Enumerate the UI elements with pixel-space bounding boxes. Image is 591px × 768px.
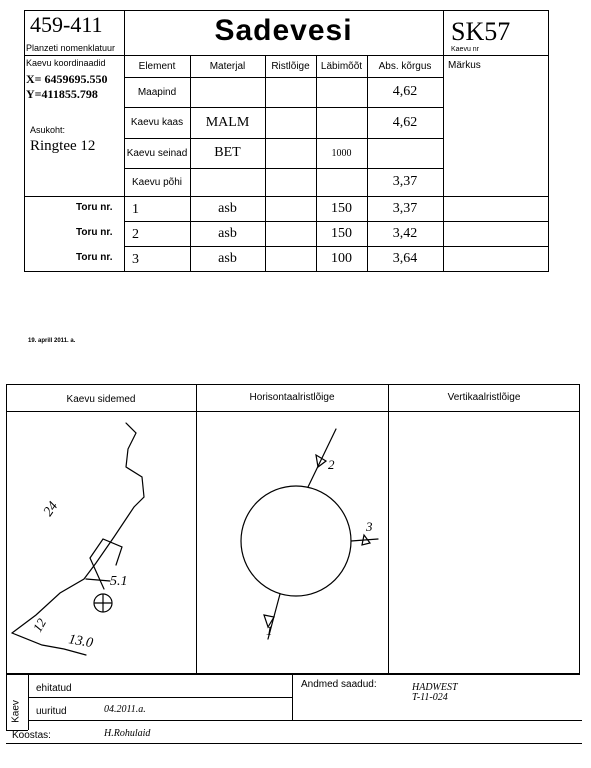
divider <box>28 674 29 730</box>
header-element: Element <box>138 60 176 72</box>
divider <box>388 384 389 674</box>
measure-label: 5.1 <box>110 574 128 589</box>
sheet-label: Planzeti nomenklatuur <box>26 43 116 53</box>
surveyed-value: 04.2011.a. <box>104 704 146 715</box>
pipe-material: asb <box>218 200 237 216</box>
coordinate-x: X= 6459695.550 <box>26 72 108 86</box>
row-material: MALM <box>205 114 250 130</box>
pipe-material: asb <box>218 251 237 266</box>
horizontal-sketch <box>196 411 388 674</box>
col-connections-title: Kaevu sidemed <box>66 393 136 405</box>
pipe-label: Toru nr. <box>76 227 113 238</box>
row-element: Kaevu kaas <box>130 117 184 128</box>
pipe-label: Toru nr. <box>76 202 113 213</box>
source-label: Andmed saadud: <box>301 679 377 690</box>
row-element: Maapind <box>137 86 177 98</box>
row-height: 4,62 <box>392 84 418 99</box>
col-vertical-title: Vertikaalristlõige <box>447 391 521 403</box>
pipe-label: 1 <box>266 623 273 638</box>
pipe-diameter: 150 <box>331 200 352 216</box>
pipe-material: asb <box>218 225 237 241</box>
divider <box>292 674 293 720</box>
divider <box>24 55 124 56</box>
coordinates-label: Kaevu koordinaadid <box>26 58 106 68</box>
pipe-nr: 3 <box>132 252 139 267</box>
header-abs-height: Abs. kõrgus <box>378 60 432 72</box>
measure-label: 13.0 <box>67 632 95 652</box>
measure-label: 12 <box>29 615 50 635</box>
header-notes: Märkus <box>448 60 481 71</box>
col-horizontal-title: Horisontaalristlõige <box>249 391 335 403</box>
row-element: Kaevu seinad <box>126 147 188 159</box>
document-date: 19. aprill 2011. a. <box>28 338 76 344</box>
well-circle <box>241 486 351 596</box>
coordinate-y: Y=411855.798 <box>26 87 98 101</box>
divider <box>443 10 444 272</box>
connections-sketch <box>6 411 196 674</box>
source-value: HADWEST <box>412 682 458 693</box>
built-label: ehitatud <box>36 683 72 694</box>
connection-line <box>90 558 104 589</box>
pipe-label: 3 <box>366 519 373 534</box>
header-cross-section: Ristlõige <box>271 60 310 72</box>
divider <box>28 697 292 698</box>
connection-line <box>86 579 110 581</box>
pipe-line-3 <box>351 539 378 541</box>
pipe-height: 3,64 <box>392 251 418 266</box>
row-material: BET <box>214 145 241 160</box>
pipe-label: 2 <box>328 457 335 472</box>
boundary-line <box>12 423 144 633</box>
row-element: Kaevu põhi <box>131 176 183 188</box>
divider <box>6 674 7 730</box>
author-value: H.Rohulaid <box>104 728 151 739</box>
sheet-number: 459-411 <box>30 12 103 37</box>
header-diameter: Läbimõõt <box>320 60 363 72</box>
side-label: Kaev <box>10 700 22 723</box>
pipe-diameter: 150 <box>331 225 352 241</box>
pipe-diameter: 100 <box>331 251 352 266</box>
row-height: 3,37 <box>392 174 418 189</box>
page-title: Sadevesi <box>214 14 353 47</box>
well-id: SK57 <box>451 17 511 46</box>
row-diameter: 1000 <box>331 147 352 159</box>
measure-label: 24 <box>40 499 62 520</box>
pipe-nr: 2 <box>132 227 139 242</box>
surveyed-label: uuritud <box>36 706 67 717</box>
divider <box>28 720 582 721</box>
divider <box>265 55 266 272</box>
author-label: Koostas: <box>12 730 51 741</box>
header-material: Materjal <box>209 60 246 72</box>
divider <box>124 196 125 272</box>
divider <box>6 743 582 744</box>
row-height: 4,62 <box>392 114 418 130</box>
pipe-label: Toru nr. <box>76 252 113 263</box>
divider <box>6 674 580 675</box>
well-label: Kaevu nr <box>451 46 480 53</box>
pipe-height: 3,37 <box>392 200 418 216</box>
divider <box>443 55 549 56</box>
pipe-nr: 1 <box>132 202 139 217</box>
location-label: Asukoht: <box>30 125 66 135</box>
source-value: T-11-024 <box>412 692 448 703</box>
location-value: Ringtee 12 <box>30 138 96 154</box>
well-box <box>90 539 122 565</box>
pipe-height: 3,42 <box>392 225 418 241</box>
divider <box>24 196 549 197</box>
